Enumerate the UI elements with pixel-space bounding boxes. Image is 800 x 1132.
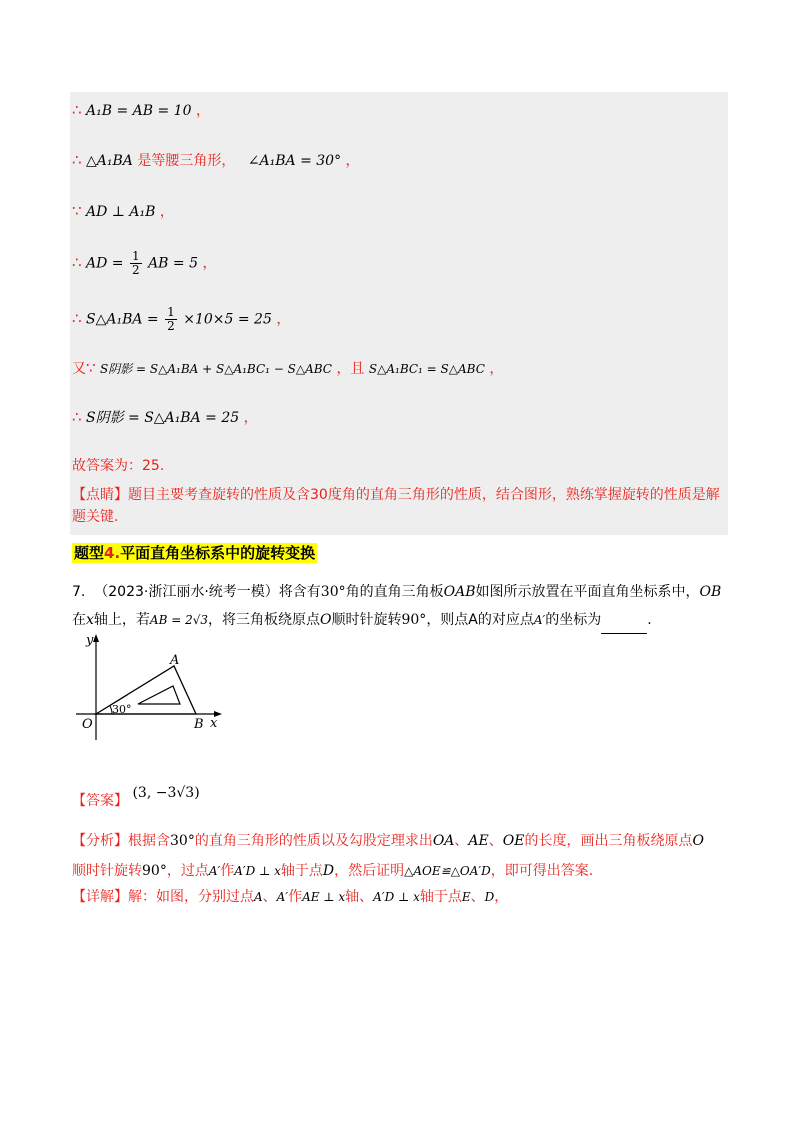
label-x: x — [210, 716, 218, 731]
triangle-expr: △A₁BA — [86, 153, 133, 169]
detail-section: 【详解】解：如图，分别过点A、A′作AE ⊥ x轴、A′D ⊥ x轴于点E、D， — [72, 889, 509, 905]
fraction: $\frac{1}{2}$ — [131, 249, 140, 277]
equation: AD ⊥ A₁B — [86, 204, 156, 220]
therefore-symbol: ∴ — [72, 408, 82, 426]
label-b: B — [194, 717, 204, 732]
therefore-symbol: ∴ — [72, 151, 82, 169]
therefore-symbol: ∴ — [72, 253, 82, 272]
because-symbol: ∵ — [86, 359, 96, 377]
label-angle: 30° — [112, 703, 132, 716]
solution-line-6: 又∵ S阴影 = S△A₁BA + S△A₁BC₁ − S△ABC ，且 S△A₁BC₁ = S△ABC ， — [72, 359, 504, 377]
comment-paragraph: 【点睛】题目主要考查旋转的性质及含30度角的直角三角形的性质，结合图形，熟练掌握旋转的性质是解题关键. — [72, 487, 720, 525]
answer-section: 【答案】 (3, −3√3) — [72, 785, 200, 809]
solution-line-5: ∴ S△A₁BA = $\frac{1}{2}$ ×10×5 = 25 ， — [72, 305, 291, 333]
solution-line-1: ∴ A₁B = AB = 10 ， — [72, 101, 210, 119]
answer-blank — [601, 619, 647, 634]
therefore-symbol: ∴ — [72, 309, 82, 328]
label-o: O — [82, 717, 93, 732]
equation: S阴影 = S△A₁BA + S△A₁BC₁ − S△ABC — [100, 362, 332, 376]
angle-expr: ∠A₁BA = 30° — [247, 153, 342, 169]
therefore-symbol: ∴ — [72, 101, 82, 119]
solution-line-2: ∴ △A₁BA 是等腰三角形， ∠A₁BA = 30° ， — [72, 151, 360, 169]
answer-value: (3, −3√3) — [132, 785, 200, 801]
y-axis-arrow — [93, 634, 99, 642]
because-symbol: ∵ — [72, 202, 82, 220]
inner-triangle — [138, 686, 180, 704]
equation: A₁B = AB = 10 — [86, 103, 192, 119]
analysis-section: 【分析】根据含30°的直角三角形的性质以及勾股定理求出OA、AE、OE的长度，画出三角板绕原点O 顺时针旋转90°，过点A′作A′D ⊥ x轴于点D，然后证明△AOE≌△OA′D，即可得出答案. — [72, 833, 704, 879]
coordinate-figure — [72, 632, 232, 744]
answer-line: 故答案为：25. — [72, 458, 165, 474]
triangle-oab — [96, 666, 196, 714]
equation: S△A₁BC₁ = S△ABC — [368, 362, 485, 376]
solution-line-7: ∴ S阴影 = S△A₁BA = 25 ， — [72, 408, 258, 426]
section-heading: 题型4.平面直角坐标系中的旋转变换 — [74, 544, 316, 562]
solution-line-4: ∴ AD = $\frac{1}{2}$ AB = 5 ， — [72, 249, 217, 277]
problem-text: 7. （2023·浙江丽水·统考一模）将含有30°角的直角三角板OAB如图所示放置在平面直角坐标系中，OB 在x轴上，若AB = 2√3，将三角板绕原点O顺时针旋转90°，则点A的对应点A′的坐标为 . — [72, 578, 728, 634]
fraction: $\frac{1}{2}$ — [167, 305, 175, 333]
label-a: A — [170, 653, 180, 668]
solution-line-3: ∵ AD ⊥ A₁B ， — [72, 202, 174, 220]
equation: S阴影 = S△A₁BA = 25 — [86, 410, 240, 426]
label-y: y — [86, 633, 94, 648]
